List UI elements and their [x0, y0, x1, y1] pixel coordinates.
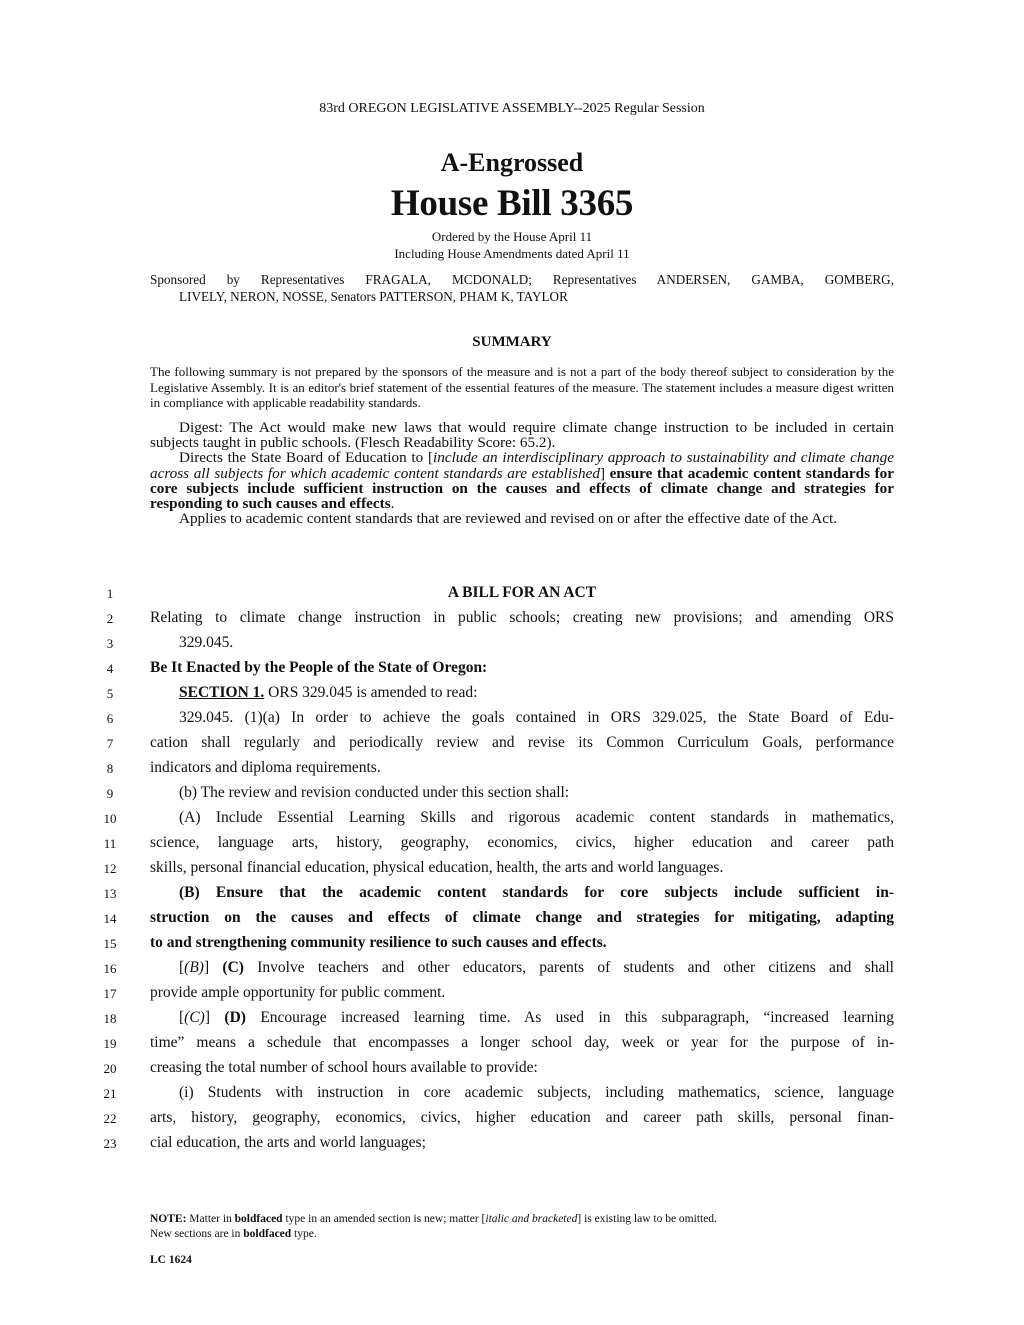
- session-header: 83rd OREGON LEGISLATIVE ASSEMBLY--2025 Regular Session: [319, 101, 705, 116]
- bill-text-line: time” means a schedule that encompasses a longer school day, week or year for the purpose of in-: [150, 1034, 894, 1051]
- line-number: 10: [103, 811, 117, 826]
- bill-text-line: [150, 958, 894, 978]
- deleted-text: (B): [184, 959, 204, 976]
- line-number: 14: [103, 911, 117, 926]
- line-number: 21: [103, 1086, 117, 1101]
- note-c: ] is existing law to be omitted.: [577, 1213, 717, 1225]
- bill-text-line: arts, history, geography, economics, civics, higher education and career path skills, personal finan-: [150, 1109, 894, 1126]
- enacting-clause: Be It Enacted by the People of the State of Oregon:: [150, 659, 488, 676]
- line-number: 13: [103, 886, 117, 901]
- directs-end: .: [390, 495, 395, 513]
- line-number: 1: [106, 586, 114, 601]
- bill-text-line: Relating to climate change instruction in public schools; creating new provisions; and amending ORS: [150, 609, 894, 626]
- deleted-text: (C): [184, 1009, 205, 1026]
- directs-italic: include an interdisciplinary approach to sustainability and climate change across all subjects for which academic content standards are established: [150, 449, 894, 482]
- line-number: 15: [103, 936, 117, 951]
- bill-text-line-new: (B) Ensure that the academic content standards for core subjects include sufficient in-: [179, 884, 894, 901]
- section-heading: SECTION 1.: [179, 684, 265, 701]
- ordered-note: [0, 228, 1024, 262]
- digest-text: Digest: The Act would make new laws that would require climate change instruction to be included in certain subjects taught in public schools. (Flesch Readability Score: 65.2).: [150, 419, 894, 452]
- note-line-1: [150, 1212, 894, 1227]
- applies-text: Applies to academic content standards that are reviewed and revised on or after the effective date of the Act.: [179, 510, 837, 528]
- note-label: NOTE:: [150, 1213, 187, 1225]
- directs-b: ]: [599, 464, 610, 482]
- digest-block: [150, 420, 894, 526]
- note-e: type.: [291, 1228, 317, 1240]
- line-number: 12: [103, 861, 117, 876]
- line-number: 23: [103, 1136, 117, 1151]
- bill-text-line: 329.045. (1)(a) In order to achieve the goals contained in ORS 329.025, the State Board of Edu-: [179, 709, 894, 726]
- line-number: 18: [103, 1011, 117, 1026]
- line-number: 5: [106, 686, 114, 701]
- line-number: 11: [103, 836, 117, 851]
- new-text: (D): [224, 1009, 246, 1026]
- bill-text-line: indicators and diploma requirements.: [150, 759, 381, 776]
- bill-text-line: 329.045.: [179, 634, 234, 651]
- bill-text-line: (i) Students with instruction in core academic subjects, including mathematics, science, language: [179, 1084, 894, 1101]
- note-italic: italic and bracketed: [485, 1213, 578, 1225]
- line-rest: Involve teachers and other educators, parents of students and other citizens and shall: [243, 959, 894, 976]
- bill-text-line: (A) Include Essential Learning Skills and rigorous academic content standards in mathematics,: [179, 809, 894, 826]
- bill-text-line: science, language arts, history, geography, economics, civics, higher education and career path: [150, 834, 894, 851]
- note-bold-1: boldfaced: [234, 1213, 283, 1225]
- directs-text: [150, 450, 894, 511]
- summary-heading: SUMMARY: [472, 334, 552, 350]
- sponsors-line-2: LIVELY, NERON, NOSSE, Senators PATTERSON, PHAM K, TAYLOR: [179, 289, 568, 304]
- note-b: type in an amended section is new; matter [: [282, 1213, 486, 1225]
- line-number: 20: [103, 1061, 117, 1076]
- bill-text-line: (b) The review and revision conducted under this section shall:: [179, 784, 570, 801]
- bracket-open: [: [179, 959, 185, 976]
- bill-text-line: skills, personal financial education, physical education, health, the arts and world languages.: [150, 859, 724, 876]
- bill-for-an-act: A BILL FOR AN ACT: [447, 584, 597, 601]
- bill-text-line-new: to and strengthening community resilience to such causes and effects.: [150, 934, 607, 951]
- line-number: 19: [103, 1036, 117, 1051]
- bill-text-line: cation shall regularly and periodically review and revise its Common Curriculum Goals, performance: [150, 734, 894, 751]
- line-number: 8: [106, 761, 114, 776]
- bill-text-line: provide ample opportunity for public comment.: [150, 984, 446, 1001]
- line-number: 6: [106, 711, 114, 726]
- bill-text-line-new: struction on the causes and effects of climate change and strategies for mitigating, adapting: [150, 909, 894, 926]
- sponsors: [150, 271, 894, 305]
- line-number: 17: [103, 986, 117, 1001]
- summary-text: The following summary is not prepared by the sponsors of the measure and is not a part of the body thereof subject to consideration by the Legislative Assembly. It is an editor's brief statement of the essential features of the measure. The statement includes a measure digest written in compliance with applicable readability standards.: [150, 364, 894, 410]
- bill-text-line: cial education, the arts and world languages;: [150, 1134, 426, 1151]
- note-a: Matter in: [186, 1213, 235, 1225]
- note-bold-2: boldfaced: [243, 1228, 292, 1240]
- lc-number: LC 1624: [150, 1254, 192, 1266]
- bill-text-line: creasing the total number of school hours available to provide:: [150, 1059, 538, 1076]
- new-text: (C): [222, 959, 244, 976]
- bill-text-line: [150, 683, 894, 703]
- line-number: 2: [106, 611, 114, 626]
- line-number: 9: [106, 786, 114, 801]
- line-rest: Encourage increased learning time. As used in this subparagraph, “increased learning: [245, 1009, 894, 1026]
- note-d: New sections are in: [150, 1228, 244, 1240]
- footer-note: [150, 1212, 894, 1242]
- ordered-line-1: Ordered by the House April 11: [431, 229, 593, 244]
- bill-title: House Bill 3365: [390, 183, 634, 224]
- bracket-close: ]: [203, 959, 223, 976]
- line-number: 4: [106, 661, 114, 676]
- directs-a: Directs the State Board of Education to [: [179, 449, 434, 467]
- bill-text-line: [150, 1008, 894, 1028]
- engrossed-label: A-Engrossed: [440, 148, 584, 177]
- section-rest: ORS 329.045 is amended to read:: [264, 684, 478, 701]
- line-number: 3: [106, 636, 114, 651]
- note-line-2: [150, 1227, 894, 1242]
- line-number: 16: [103, 961, 117, 976]
- line-number: 22: [103, 1111, 117, 1126]
- ordered-line-2: Including House Amendments dated April 11: [394, 246, 630, 261]
- directs-bold: ensure that academic content standards for core subjects include sufficient instruction on the causes and effects of climate change and strategies for responding to such causes and effects: [150, 464, 894, 513]
- sponsors-line-1: Sponsored by Representatives FRAGALA, MCDONALD; Representatives ANDERSEN, GAMBA, GOMBERG,: [150, 272, 894, 287]
- bracket-open: [: [179, 1009, 185, 1026]
- bracket-close: ]: [204, 1009, 225, 1026]
- line-number: 7: [106, 736, 114, 751]
